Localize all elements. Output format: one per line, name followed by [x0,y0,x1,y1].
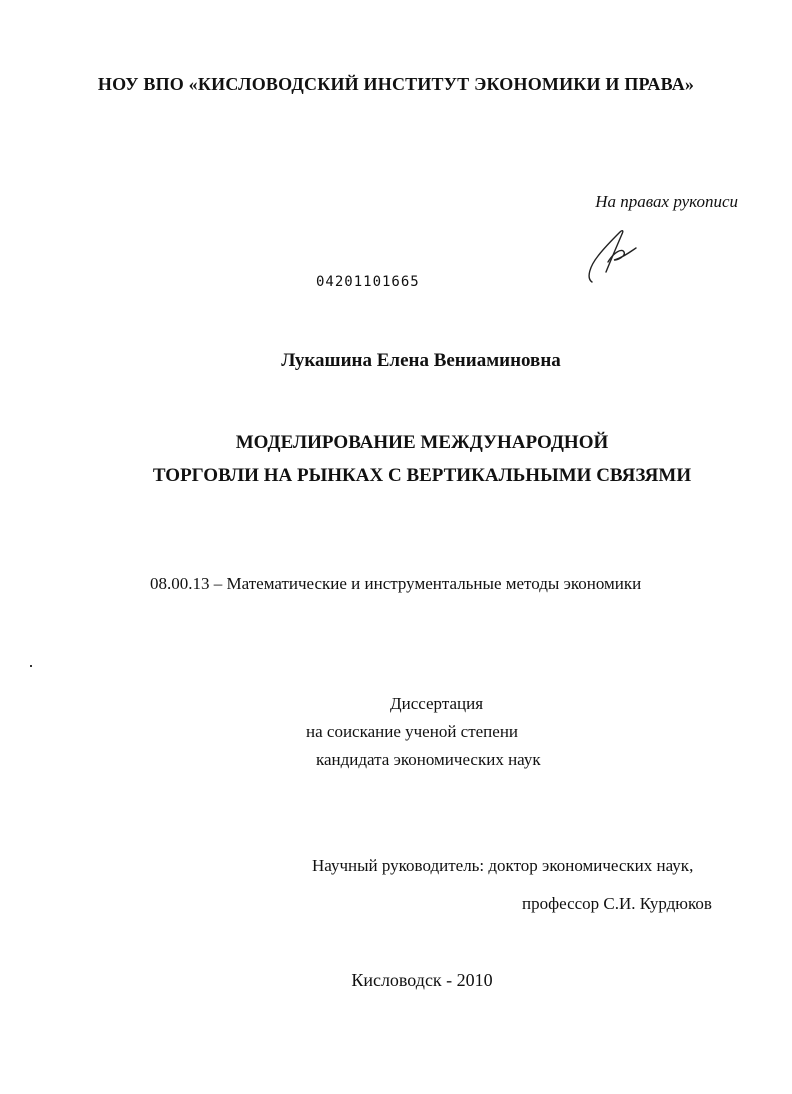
dissertation-line-3: кандидата экономических наук [316,750,541,769]
title-line-2: ТОРГОВЛИ НА РЫНКАХ С ВЕРТИКАЛЬНЫМИ СВЯЗЯМИ [152,465,692,486]
supervisor-line: Научный руководитель: доктор экономических наук, [312,856,694,875]
dissertation-line-2: на соискание ученой степени [306,722,519,741]
registration-code: 04201101665 [316,274,420,290]
author-name: Лукашина Елена Вениаминовна [281,350,561,371]
scan-speck [30,665,32,667]
title-line-1: МОДЕЛИРОВАНИЕ МЕЖДУНАРОДНОЙ [235,432,609,453]
institute-name: НОУ ВПО «КИСЛОВОДСКИЙ ИНСТИТУТ ЭКОНОМИКИ И ПРАВА» [97,74,695,94]
manuscript-note: На правах рукописи [595,192,738,211]
dissertation-title [0,426,792,492]
dissertation-line-1: Диссертация [390,694,484,713]
specialty-code: 08.00.13 – Математические и инструментальные методы экономики [150,574,642,593]
city-year: Кисловодск - 2010 [351,970,493,990]
handwritten-signature [578,222,648,292]
supervisor-name: профессор С.И. Курдюков [522,894,712,913]
